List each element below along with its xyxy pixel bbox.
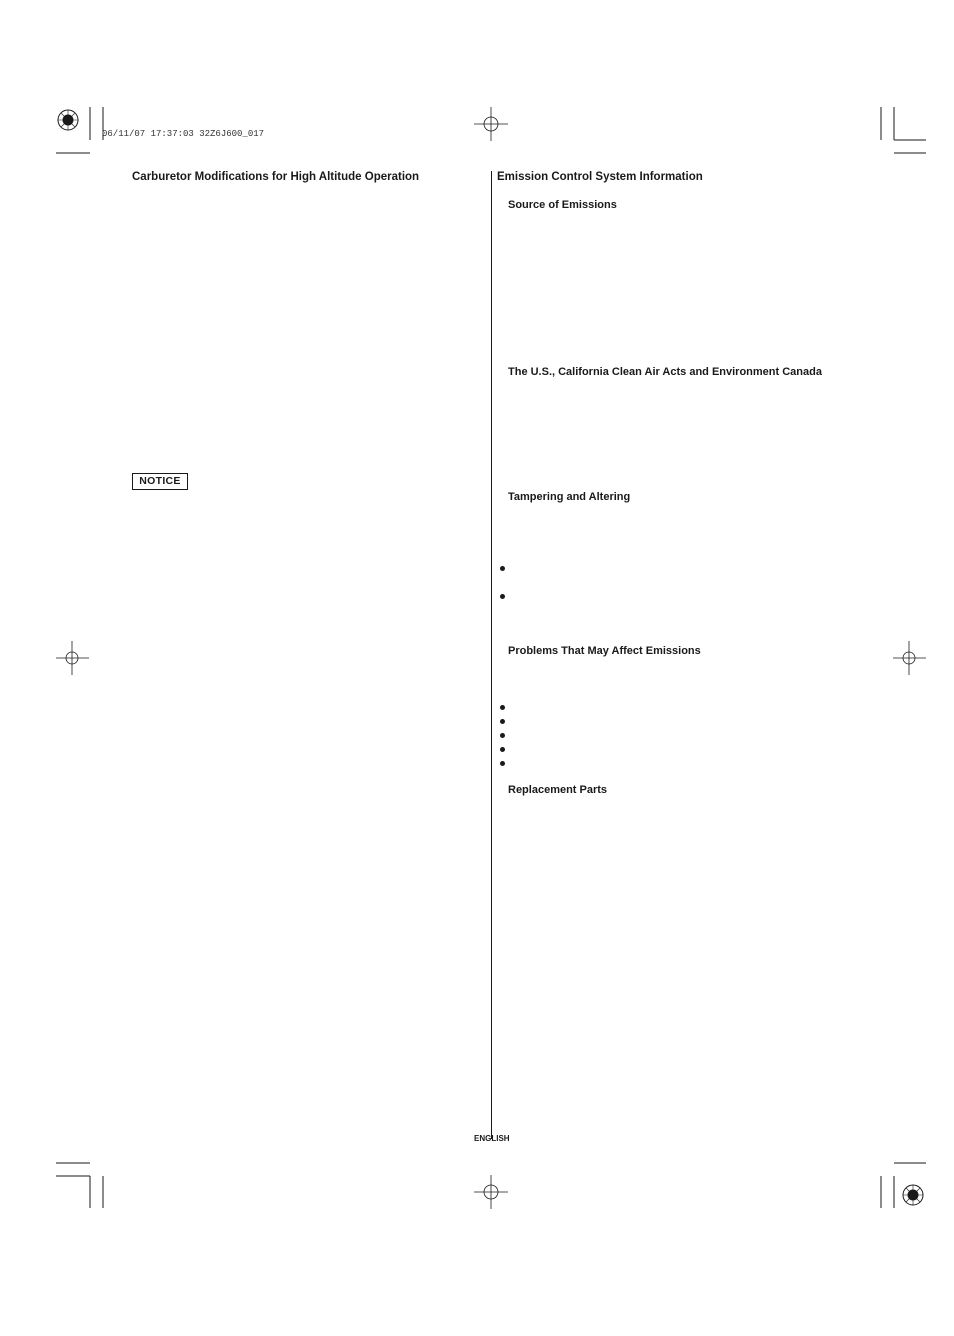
section-title-source-of-emissions: Source of Emissions	[508, 199, 617, 211]
bullet-point	[500, 594, 505, 599]
bullet-point	[500, 733, 505, 738]
bullet-point	[500, 761, 505, 766]
crosshair-top-center	[474, 107, 508, 141]
section-title-problems: Problems That May Affect Emissions	[508, 645, 701, 657]
print-timestamp: 06/11/07 17:37:03 32Z6J600_017	[102, 129, 265, 139]
bullet-point	[500, 747, 505, 752]
notice-label: NOTICE	[132, 473, 188, 490]
bullet-point	[500, 719, 505, 724]
registration-sunburst-top-left	[58, 110, 78, 130]
section-title-replacement-parts: Replacement Parts	[508, 784, 608, 796]
registration-sunburst-bottom-right	[903, 1185, 923, 1205]
column-divider	[491, 171, 492, 1139]
crop-mark-top-left	[56, 107, 103, 153]
crosshair-left-middle	[56, 641, 89, 675]
section-title-clean-air-acts: The U.S., California Clean Air Acts and Environment Canada	[508, 366, 822, 378]
right-section-heading: Emission Control System Information	[497, 171, 703, 183]
footer-language: ENGLISH	[474, 1134, 510, 1143]
crosshair-right-middle	[893, 641, 926, 675]
crosshair-bottom-center	[474, 1175, 508, 1209]
section-title-tampering: Tampering and Altering	[508, 491, 631, 503]
crop-mark-top-right	[881, 107, 926, 153]
crop-mark-bottom-left	[56, 1163, 103, 1208]
left-section-heading: Carburetor Modifications for High Altitude Operation	[132, 171, 420, 183]
bullet-point	[500, 566, 505, 571]
bullet-point	[500, 705, 505, 710]
